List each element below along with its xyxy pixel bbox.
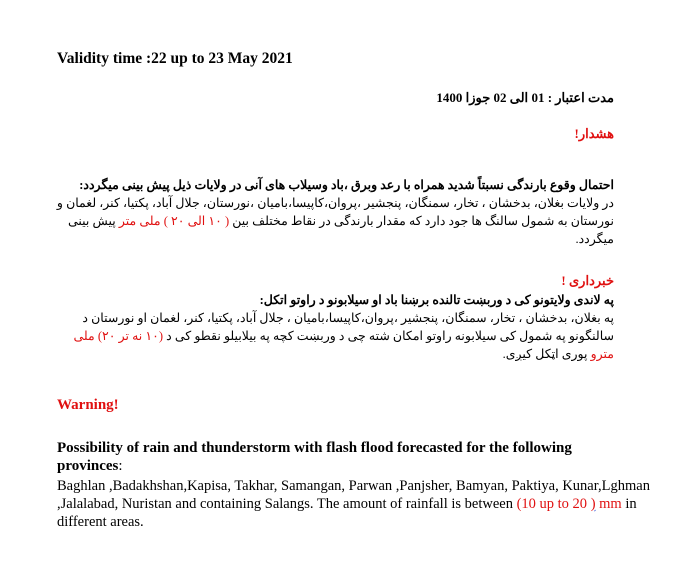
validity-time-dari: مدت اعتبار : 01 الی 02 جوزا 1400	[436, 90, 614, 105]
validity-time-english: Validity time :22 up to 23 May 2021	[57, 50, 293, 67]
dari-body-paragraph	[54, 194, 614, 248]
english-rainfall-range: (10 up to 20	[516, 496, 591, 512]
english-lead-colon: :	[118, 458, 123, 474]
english-lead-paragraph	[57, 439, 637, 475]
english-body-tail: in different areas.	[57, 496, 637, 530]
pashto-body-tail: پوری اټکل کیږی.	[502, 347, 591, 361]
pashto-body-paragraph	[54, 309, 614, 363]
dari-body-text: در ولایات بغلان، بدخشان ، تخار، سمنگان، پنجشیر ،پروان،کاپیسا،بامیان ،نورستان، جلال آباد، پکتیا، کنر، لغمان و نورستان به شمول سالنگ ها جود دارد که مقدار بارندگی در نقاط مختلف بین	[56, 196, 614, 228]
spellcheck-flagged-paren: )	[590, 496, 596, 512]
dari-rainfall-range: ( ۱۰ الی ۲۰ ) ملی متر	[118, 214, 230, 228]
english-body-text: Baghlan ,Badakhshan,Kapisa, Takhar, Samangan, Parwan ,Panjsher, Bamyan, Paktiya, Kunar,Lghman ,Jalalabad, Nuristan and containing Salangs. The amount of rainfall is between	[57, 478, 650, 512]
dari-lead-paragraph: احتمال وقوع بارندگی نسبتاً شدید همراه با رعد وبرق ،باد وسیلاب های آنی در ولایات ذیل پیش بینی میگردد:	[79, 178, 614, 192]
english-rainfall-unit: mm	[595, 496, 622, 512]
pashto-body-text: په بغلان، بدخشان ، تخار، سمنگان، پنجشیر ،پروان،کاپیسا،بامیان ، جلال آباد، پکتیا، کنر، لغمان او نورستان د سالنگونو په شمول کی سیلابونه راوتو امکان شته چی د وربښت کچه په بیلابیلو نقطو کی د	[82, 311, 614, 343]
dari-body-tail: پیش بینی میگردد.	[67, 214, 614, 246]
pashto-lead-paragraph: په لاندی ولایتونو کی د وربښت تالنده برښنا باد او سیلابونو د راوتو اتکل:	[259, 293, 614, 307]
english-lead-text: Possibility of rain and thunderstorm with flash flood forecasted for the following provinces	[57, 440, 572, 474]
pashto-rainfall-range: (۱۰ نه تر ۲۰) ملی مترو	[73, 329, 614, 361]
pashto-warning-title: خبرداری !	[561, 273, 614, 288]
english-body-paragraph	[57, 477, 657, 531]
english-warning-title: Warning!	[57, 397, 119, 413]
dari-warning-title: هشدار!	[574, 126, 614, 141]
